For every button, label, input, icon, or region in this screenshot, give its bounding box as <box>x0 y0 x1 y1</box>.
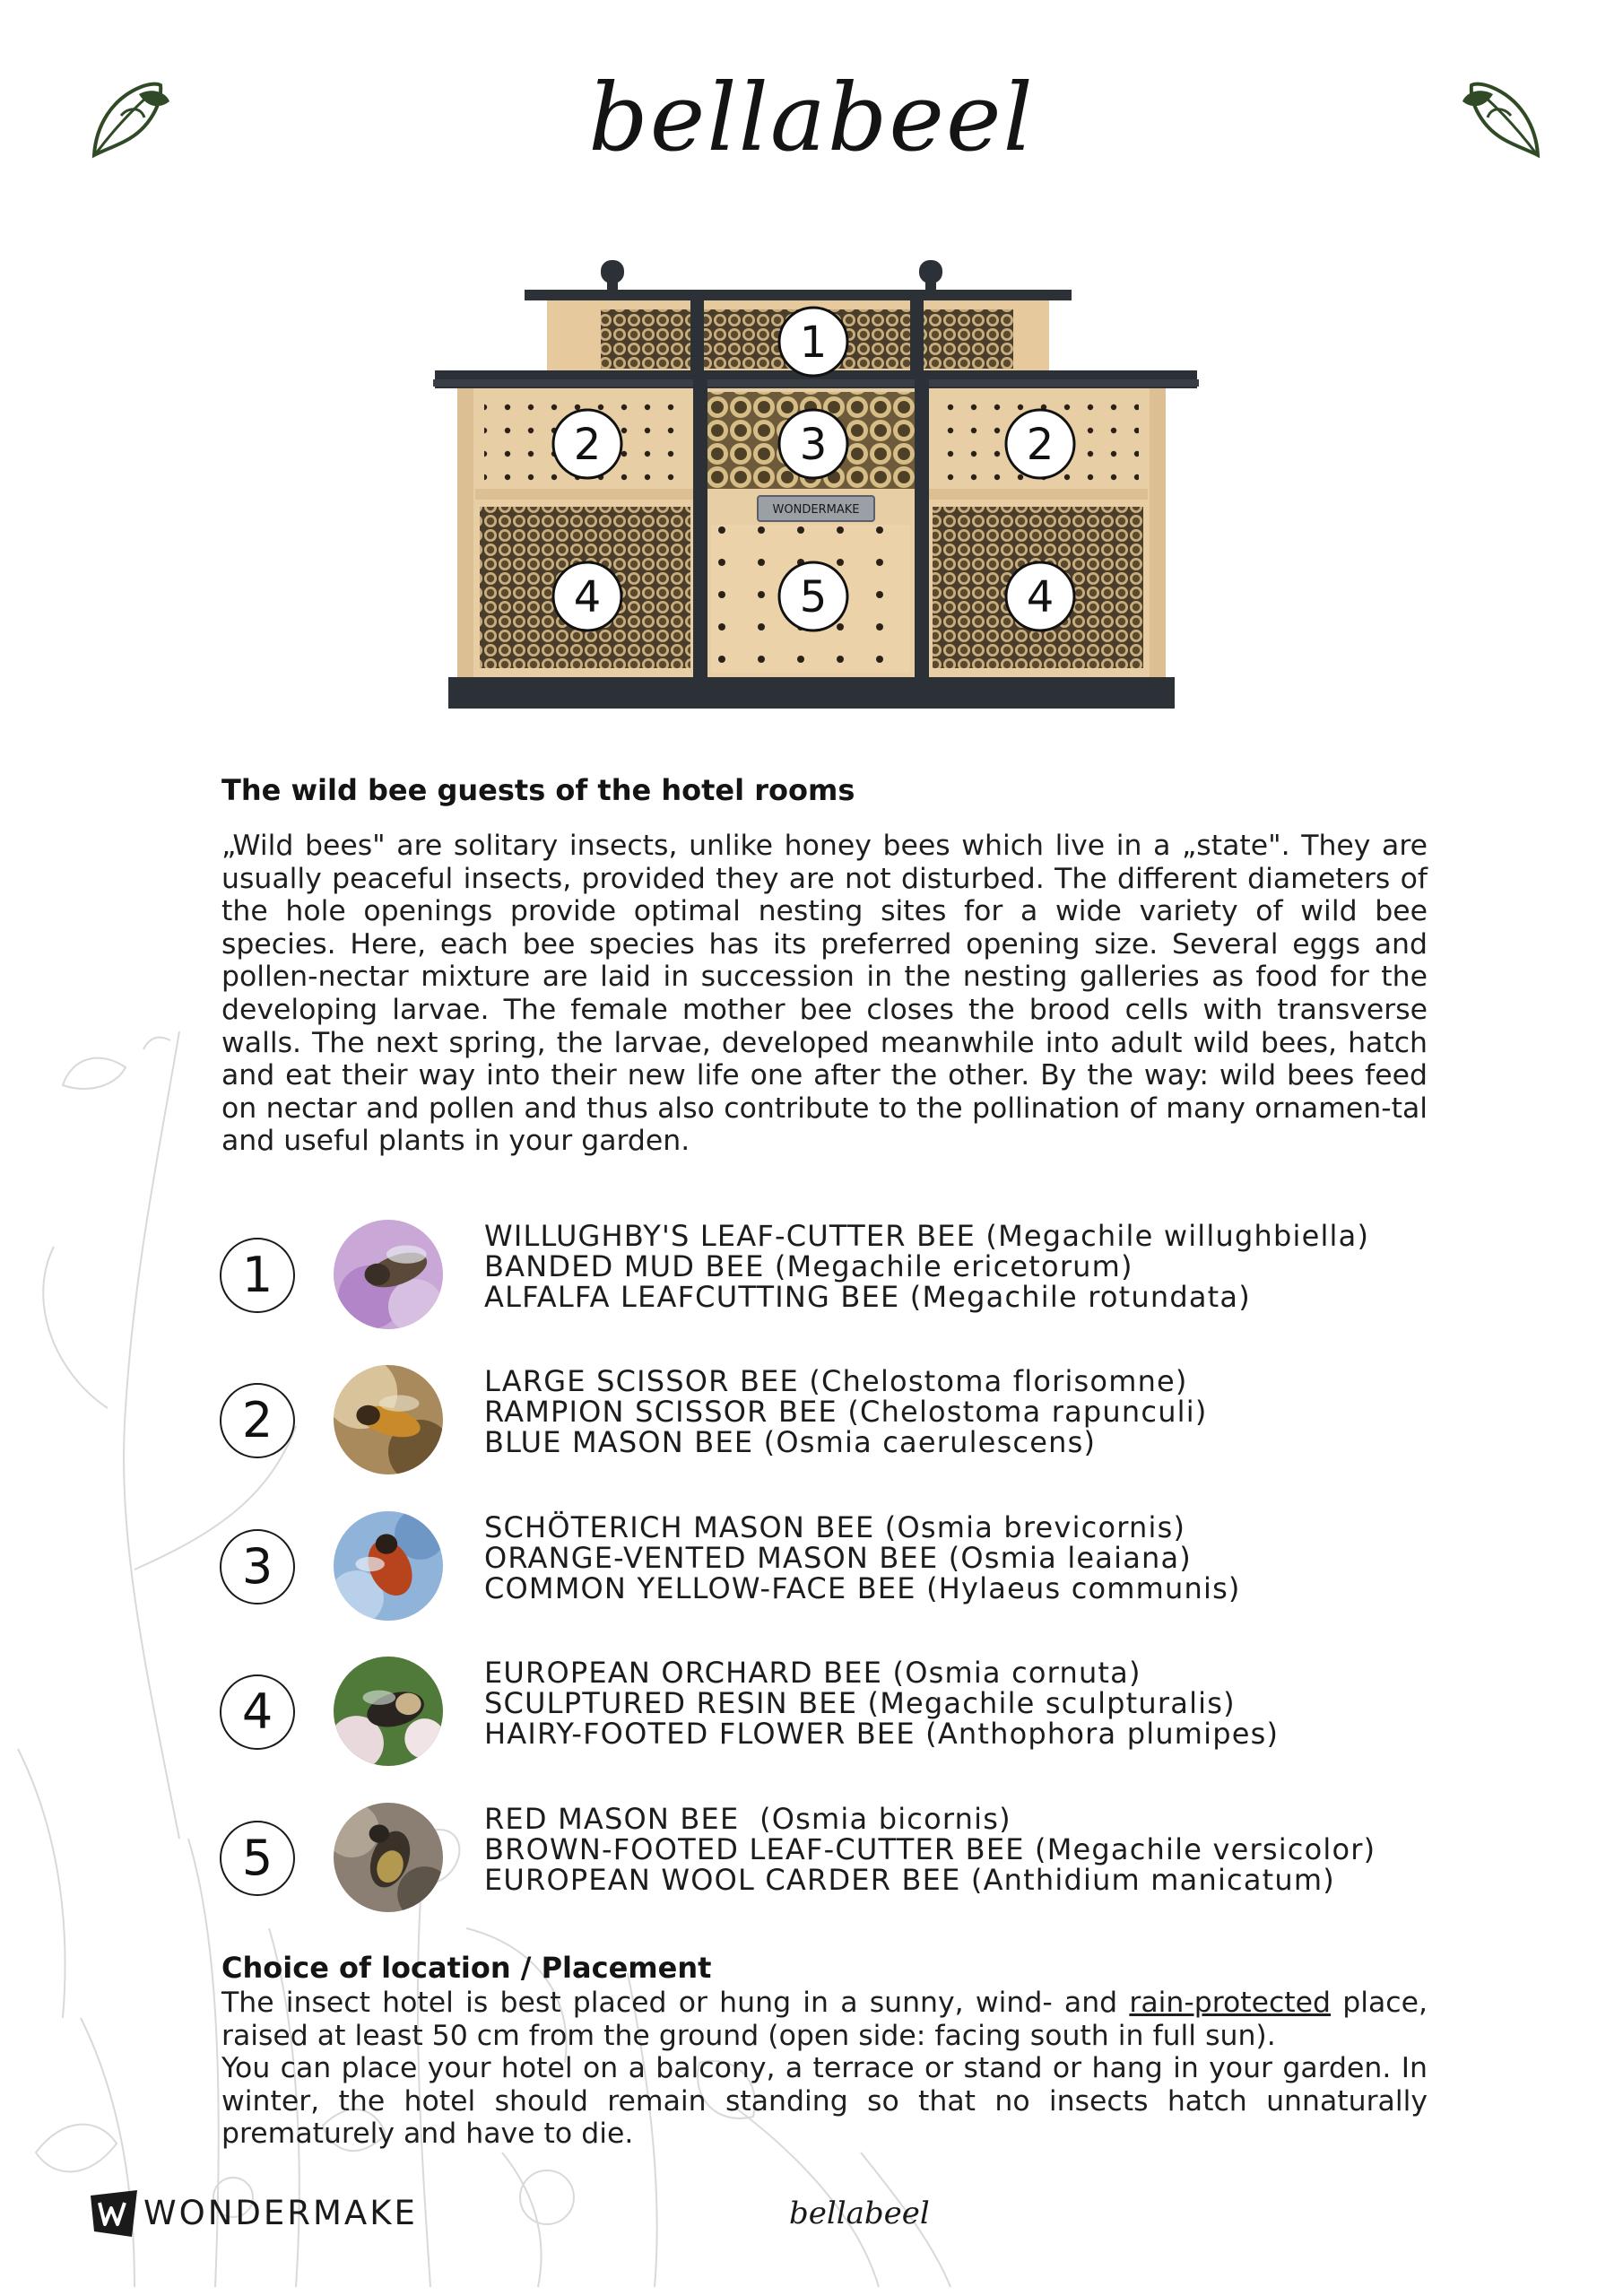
hotel-marker-4-left: 4 <box>573 572 602 622</box>
bee-photo <box>334 1511 443 1621</box>
species-list <box>484 1657 1471 1749</box>
intro-heading: The wild bee guests of the hotel rooms <box>221 773 855 807</box>
species-list <box>484 1512 1471 1604</box>
species-name: BANDED MUD BEE (Megachile ericetorum) <box>484 1249 1133 1283</box>
species-list <box>484 1366 1471 1457</box>
hotel-marker-1: 1 <box>799 317 828 368</box>
species-group-4 <box>215 1652 1471 1778</box>
hotel-marker-3: 3 <box>799 420 828 470</box>
species-list <box>484 1804 1471 1895</box>
species-list <box>484 1221 1471 1312</box>
bee-photo <box>334 1220 443 1329</box>
insect-hotel-image <box>426 256 1206 713</box>
species-name: BLUE MASON BEE (Osmia caerulescens) <box>484 1425 1097 1459</box>
species-group-1 <box>215 1215 1471 1341</box>
species-group-2 <box>215 1361 1471 1486</box>
species-group-5 <box>215 1798 1471 1924</box>
placement-paragraph <box>221 1987 1428 2151</box>
bee-photo <box>334 1365 443 1474</box>
brand-title: bellabeel <box>588 63 1035 172</box>
group-number-badge: 2 <box>220 1383 295 1458</box>
group-number-badge: 3 <box>220 1529 295 1605</box>
placement-text-part: You can place your hotel on a balcony, a terrace or stand or hang in your garden. In winter, the hotel should remain standing so that no insects hatch unnaturally prematurely and have to die. <box>221 2052 1428 2151</box>
hotel-marker-2-left: 2 <box>573 420 602 470</box>
species-name: SCULPTURED RESIN BEE (Megachile sculpturalis) <box>484 1686 1236 1720</box>
species-name: EUROPEAN ORCHARD BEE (Osmia cornuta) <box>484 1656 1141 1690</box>
placement-text-part: place, raised at least 50 cm from the ground (open side: facing south in full sun). <box>221 1987 1428 2052</box>
group-number-badge: 4 <box>220 1674 295 1750</box>
hotel-sign-label: WONDERMAKE <box>772 503 860 517</box>
species-name: WILLUGHBY'S LEAF-CUTTER BEE (Megachile willughbiella) <box>484 1219 1370 1253</box>
group-number-badge: 1 <box>220 1238 295 1313</box>
bee-photo <box>334 1803 443 1912</box>
species-name: SCHÖTERICH MASON BEE (Osmia brevicornis) <box>484 1510 1186 1544</box>
species-name: HAIRY-FOOTED FLOWER BEE (Anthophora plumipes) <box>484 1717 1280 1751</box>
footer-company-name: WONDERMAKE <box>143 2194 418 2232</box>
wondermake-logo-icon <box>87 2188 141 2239</box>
species-name: RAMPION SCISSOR BEE (Chelostoma rapunculi) <box>484 1395 1208 1429</box>
species-group-3 <box>215 1507 1471 1632</box>
species-name: ORANGE-VENTED MASON BEE (Osmia leaiana) <box>484 1541 1192 1575</box>
hotel-marker-4-right: 4 <box>1026 572 1055 622</box>
species-name: COMMON YELLOW-FACE BEE (Hylaeus communis) <box>484 1571 1241 1605</box>
species-name: BROWN-FOOTED LEAF-CUTTER BEE (Megachile versicolor) <box>484 1832 1376 1866</box>
hotel-marker-2-right: 2 <box>1026 420 1055 470</box>
hotel-marker-5: 5 <box>799 572 828 622</box>
species-name: LARGE SCISSOR BEE (Chelostoma florisomne) <box>484 1364 1188 1398</box>
species-name: ALFALFA LEAFCUTTING BEE (Megachile rotundata) <box>484 1280 1251 1314</box>
rain-protected-emphasis: rain-protected <box>1129 1987 1332 2019</box>
placement-heading: Choice of location / Placement <box>221 1951 712 1985</box>
bee-photo <box>334 1657 443 1766</box>
footer-brand: bellabeel <box>789 2196 930 2231</box>
placement-text-part: The insect hotel is best placed or hung in a sunny, wind- and <box>221 1987 1130 2019</box>
intro-paragraph: „Wild bees" are solitary insects, unlike honey bees which live in a „state". They are usually peaceful insects, provided they are not disturbed. The different diameters of the hole openings provide optimal nesting sites for a wide variety of wild bee species. Here, each bee species has its preferred opening size. Several eggs and pollen-nectar mixture are laid in succession in the nesting galleries as food for the developing larvae. The female mother bee closes the brood cells with transverse walls. The next spring, the larvae, developed meanwhile into adult wild bees, hatch and eat their way into their new life one after the other. By the way: wild bees feed on nectar and pollen and thus also contribute to the pollination of many ornamen-tal and useful plants in your garden. <box>221 830 1428 1158</box>
species-name: EUROPEAN WOOL CARDER BEE (Anthidium manicatum) <box>484 1863 1335 1897</box>
group-number-badge: 5 <box>220 1821 295 1896</box>
species-name: RED MASON BEE (Osmia bicornis) <box>484 1802 1011 1836</box>
